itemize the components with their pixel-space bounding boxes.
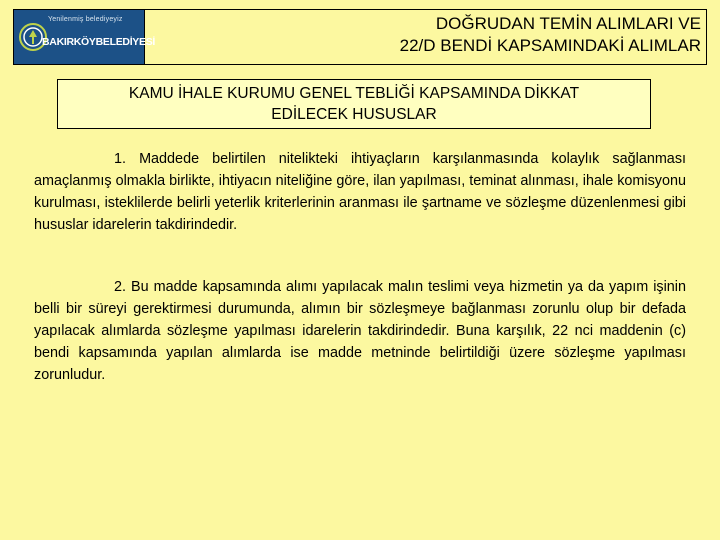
title-line-2: 22/D BENDİ KAPSAMINDAKİ ALIMLAR <box>399 36 701 55</box>
bakirkoy-logo <box>14 10 156 64</box>
paragraph-text: Bu madde kapsamında alımı yapılacak malın teslimi veya hizmetin ya da yapım işinin belli bir süreyi gerektirmesi durumunda, alımın bir sözleşmeye bağlanması zorunlu olup bir defada yapılacak alımlarda sözleşme yapılması idarelerin takdirindedir. Buna karşılık, 22 nci maddenin (c) bendi kapsamında yapılan alımlarda ise madde metninde belirtildiği üzere sözleşme yapılması zorunludur. <box>34 279 687 383</box>
title-line-1: DOĞRUDAN TEMİN ALIMLARI VE <box>435 14 701 33</box>
subtitle-line-1: KAMU İHALE KURUMU GENEL TEBLİĞİ KAPSAMINDA DİKKAT <box>128 85 580 102</box>
paragraph-text: Maddede belirtilen nitelikteki ihtiyaçların karşılanmasında kolaylık sağlanması amaçlanmış olmakla birlikte, ihtiyacın niteliğine göre, ilan yapılması, teminat alınması, ihale komisyonu kurulması, isteklilerde belirli yeterlik kriterlerinin aranması ile şartname ve sözleşme düzenlenmesi gibi hususlar idarelerin takdirindedir. <box>34 151 687 233</box>
page-title <box>400 13 701 57</box>
paragraph-number: 2. <box>114 279 127 295</box>
paragraph-1 <box>34 148 686 236</box>
subtitle-line-2: EDİLECEK HUSUSLAR <box>271 106 437 123</box>
paragraph-number: 1. <box>114 151 127 167</box>
header <box>13 9 707 65</box>
logo-name: BAKIRKÖYBELEDİYESİ <box>42 36 156 48</box>
logo-tagline: Yenilenmiş belediyeyiz <box>48 16 123 23</box>
subtitle-box <box>57 79 651 129</box>
paragraph-2 <box>34 276 686 386</box>
